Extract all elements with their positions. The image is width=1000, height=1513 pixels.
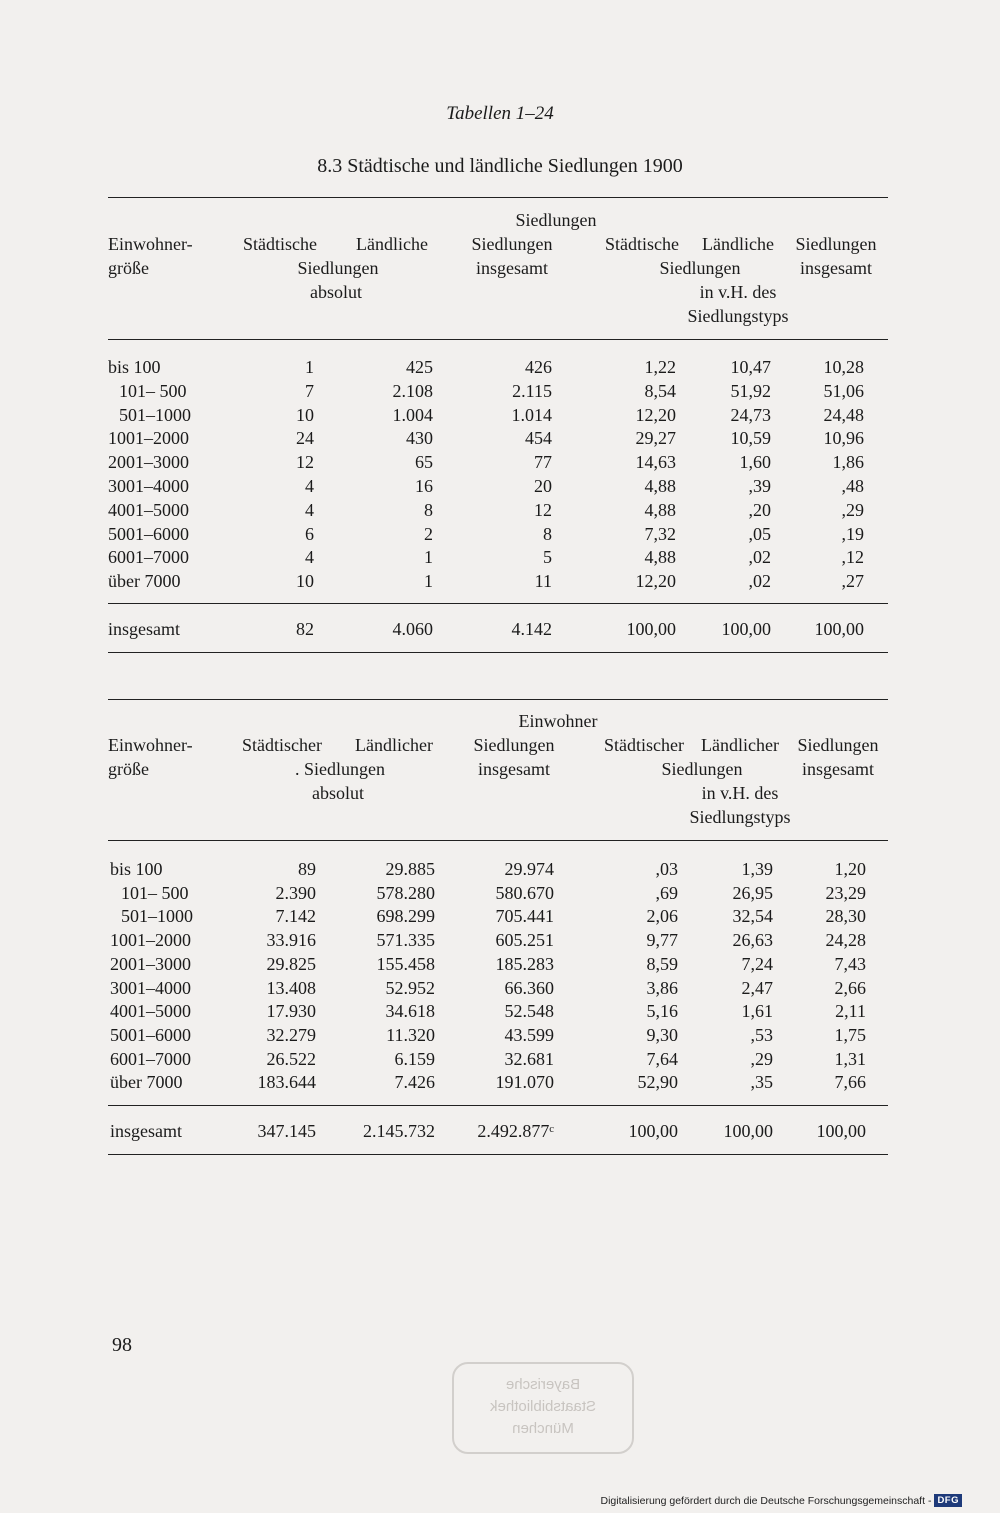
dfg-logo: DFG xyxy=(934,1494,962,1507)
total-cell: 100,00 xyxy=(721,619,771,639)
column-header: Städtischer xyxy=(242,735,322,755)
table-cell: 4,88 xyxy=(644,547,676,568)
table-cell: 34.618 xyxy=(385,1001,435,1022)
table-cell: 13.408 xyxy=(266,977,316,998)
column-header: Städtischer xyxy=(604,735,684,755)
table-cell: 26,95 xyxy=(732,882,773,903)
table-cell: 51,06 xyxy=(823,380,864,401)
table-cell: 191.070 xyxy=(495,1072,554,1093)
table-cell: 7,32 xyxy=(644,523,676,544)
total-cell: 2.145.732 xyxy=(363,1121,435,1141)
table-cell: ,27 xyxy=(841,571,864,592)
table-cell: 10 xyxy=(296,404,314,425)
table-cell: ,05 xyxy=(748,523,771,544)
column-header-sub: in v.H. des xyxy=(701,783,779,803)
column-header: Ländlicher xyxy=(701,735,779,755)
table-cell: 501–1000 xyxy=(121,906,193,927)
table-cell: 454 xyxy=(525,428,552,449)
table-cell: 32.279 xyxy=(266,1024,316,1045)
column-header-sub: Siedlungstyps xyxy=(689,807,791,827)
column-header: Siedlungen xyxy=(473,735,555,755)
table-cell: 1 xyxy=(424,571,433,592)
total-cell: 100,00 xyxy=(723,1121,773,1141)
table-cell: ,39 xyxy=(748,476,771,496)
table-cell: 14,63 xyxy=(635,452,676,473)
table-cell: 4 xyxy=(305,476,314,496)
table-cell: 66.360 xyxy=(504,977,554,998)
column-header: Ländlicher xyxy=(355,735,433,755)
table-cell: 571.335 xyxy=(376,930,435,951)
header-rule xyxy=(108,840,888,841)
table-cell: ,02 xyxy=(748,547,771,568)
table-cell: ,20 xyxy=(748,499,771,520)
table-cell: 29,27 xyxy=(635,428,676,449)
table-cell: 24 xyxy=(296,428,314,449)
library-stamp xyxy=(452,1362,634,1454)
page-number: 98 xyxy=(112,1334,132,1356)
table-cell: über 7000 xyxy=(110,1072,183,1093)
table-cell: 11.320 xyxy=(386,1024,435,1045)
table-cell: 1,75 xyxy=(834,1024,866,1045)
table-cell: ,35 xyxy=(750,1072,773,1093)
table-cell: 8 xyxy=(543,523,552,544)
table-cell: 1 xyxy=(424,547,433,568)
table-cell: 33.916 xyxy=(266,930,316,951)
stamp-line: Bayerische xyxy=(505,1376,581,1393)
table-cell: 43.599 xyxy=(504,1024,554,1045)
table-cell: 4 xyxy=(305,499,314,520)
table-cell: 2,11 xyxy=(835,1001,866,1022)
column-header: Siedlungen xyxy=(471,234,553,254)
total-cell: 82 xyxy=(296,619,314,639)
column-header: Ländliche xyxy=(702,234,774,254)
total-cell: 100,00 xyxy=(628,1121,678,1141)
stamp-line: Staatsbibliothek xyxy=(490,1398,596,1415)
stamp-line: München xyxy=(512,1420,574,1437)
column-header-sub: absolut xyxy=(312,783,364,803)
table-top-rule xyxy=(108,699,888,700)
table-cell: 2.390 xyxy=(275,882,316,903)
table-cell: 698.299 xyxy=(376,906,435,927)
table-cell: 10,96 xyxy=(823,428,864,449)
table-cell: 7 xyxy=(305,380,314,401)
table-cell: ,19 xyxy=(841,523,864,544)
table-cell: 1,60 xyxy=(739,452,771,473)
table-cell: 8 xyxy=(424,499,433,520)
table-cell: 7,43 xyxy=(834,953,866,974)
table-cell: 9,77 xyxy=(646,930,678,951)
table-cell: 52.548 xyxy=(504,1001,554,1022)
table-cell: 3,86 xyxy=(646,977,678,998)
table-cell: 101– 500 xyxy=(121,882,189,903)
table-cell: 425 xyxy=(406,357,433,377)
footer-text: Digitalisierung gefördert durch die Deutsche Forschungsgemeinschaft - xyxy=(600,1494,932,1507)
table-cell: 17.930 xyxy=(266,1001,316,1022)
column-header-sub: absolut xyxy=(310,282,362,302)
column-header-sub: . Siedlungen xyxy=(295,759,385,779)
table-cell: 7,66 xyxy=(834,1072,866,1093)
table-cell: 5,16 xyxy=(646,1001,678,1022)
column-header: Städtische xyxy=(243,234,317,254)
table-title: 8.3 Städtische und ländliche Siedlungen 1900 xyxy=(317,155,683,177)
total-cell: 4.142 xyxy=(511,619,552,639)
table-bottom-rule xyxy=(108,1154,888,1155)
table-cell: 10,28 xyxy=(823,357,864,377)
table-cell: 4 xyxy=(305,547,314,568)
group-header: Einwohner xyxy=(518,711,598,731)
table-cell: 23,29 xyxy=(825,882,866,903)
table-cell: 29.885 xyxy=(385,859,435,879)
running-head: Tabellen 1–24 xyxy=(446,103,554,124)
table-cell: 430 xyxy=(406,428,433,449)
table-cell: 10,47 xyxy=(730,357,771,377)
table-cell: 10,59 xyxy=(730,428,771,449)
table-cell: ,29 xyxy=(750,1048,773,1069)
table-cell: 20 xyxy=(534,476,552,496)
table-cell: 24,73 xyxy=(730,404,771,425)
table-cell: 52,90 xyxy=(637,1072,678,1093)
table-cell: 705.441 xyxy=(495,906,554,927)
table-cell: ,02 xyxy=(748,571,771,592)
table-cell: 12,20 xyxy=(635,571,676,592)
table-cell: 5 xyxy=(543,547,552,568)
table-top-rule xyxy=(108,197,888,198)
column-header: insgesamt xyxy=(800,258,872,278)
table-cell: 2 xyxy=(424,523,433,544)
table-cell: 1,20 xyxy=(834,859,866,879)
table-cell: 6.159 xyxy=(394,1048,435,1069)
table-cell: 2,66 xyxy=(834,977,866,998)
table-cell: ,29 xyxy=(841,499,864,520)
table-cell: 185.283 xyxy=(495,953,554,974)
column-header: größe xyxy=(108,759,149,779)
table-cell: 7.142 xyxy=(275,906,316,927)
table-cell: 6 xyxy=(305,523,314,544)
table-cell: 2,47 xyxy=(741,977,773,998)
table-cell: ,48 xyxy=(841,476,864,496)
table-cell: 1,39 xyxy=(741,859,773,879)
table-cell: 501–1000 xyxy=(119,404,191,425)
table-cell: 1.014 xyxy=(511,404,552,425)
table-cell: 2,06 xyxy=(646,906,678,927)
table-cell: 9,30 xyxy=(646,1024,678,1045)
total-cell: 347.145 xyxy=(257,1121,316,1141)
table-bottom-rule xyxy=(108,652,888,653)
table-cell: 7.426 xyxy=(394,1072,435,1093)
table-cell: 1,61 xyxy=(741,1001,773,1022)
column-header: insgesamt xyxy=(802,759,874,779)
table-cell: 12 xyxy=(296,452,314,473)
table-cell: 12 xyxy=(534,499,552,520)
column-header: insgesamt xyxy=(476,258,548,278)
digitization-footer xyxy=(601,1494,962,1507)
table-cell: 4001–5000 xyxy=(108,499,189,520)
column-header-sub: Siedlungen xyxy=(297,258,379,278)
column-header: Siedlungen xyxy=(795,234,877,254)
table-cell: 3001–4000 xyxy=(108,476,189,496)
column-header: Ländliche xyxy=(356,234,428,254)
table-cell: 1,86 xyxy=(832,452,864,473)
total-cell: 4.060 xyxy=(392,619,433,639)
group-header: Siedlungen xyxy=(515,210,597,230)
column-header-sub: Siedlungstyps xyxy=(687,306,789,326)
table-cell: ,03 xyxy=(655,859,678,879)
total-rule xyxy=(108,603,888,604)
table-cell: 5001–6000 xyxy=(108,523,189,544)
column-header: Einwohner- xyxy=(108,735,193,755)
table-cell: 605.251 xyxy=(495,930,554,951)
table-cell: 4,88 xyxy=(644,476,676,496)
column-header-sub: Siedlungen xyxy=(661,759,743,779)
table-cell: 2001–3000 xyxy=(108,452,189,473)
column-header: Städtische xyxy=(605,234,679,254)
total-cell: insgesamt xyxy=(110,1121,182,1141)
table-cell: 12,20 xyxy=(635,404,676,425)
table-cell: 24,48 xyxy=(823,404,864,425)
table-cell: 29.825 xyxy=(266,953,316,974)
table-cell: 8,59 xyxy=(646,953,678,974)
table-cell: ,69 xyxy=(655,882,678,903)
column-header: Einwohner- xyxy=(108,234,193,254)
table-cell: 32,54 xyxy=(732,906,773,927)
column-header-sub: Siedlungen xyxy=(659,258,741,278)
table-cell: bis 100 xyxy=(108,357,161,377)
column-header-sub: in v.H. des xyxy=(699,282,777,302)
table-cell: 32.681 xyxy=(504,1048,554,1069)
table-cell: 77 xyxy=(534,452,552,473)
table-cell: 426 xyxy=(525,357,552,377)
table-cell: 101– 500 xyxy=(119,380,187,401)
total-cell: insgesamt xyxy=(108,619,180,639)
table-cell: 2.108 xyxy=(392,380,433,401)
table-cell: 4,88 xyxy=(644,499,676,520)
total-cell: 100,00 xyxy=(626,619,676,639)
table-cell: über 7000 xyxy=(108,571,181,592)
table-cell: 7,24 xyxy=(741,953,773,974)
table-cell: 4001–5000 xyxy=(110,1001,191,1022)
table-cell: 1,22 xyxy=(644,357,676,377)
table-cell: 2.115 xyxy=(512,380,552,401)
table-cell: 1 xyxy=(305,357,314,377)
table-cell: 26,63 xyxy=(732,930,773,951)
table-cell: 89 xyxy=(298,859,316,879)
table-cell: 183.644 xyxy=(257,1072,316,1093)
table-cell: 65 xyxy=(415,452,433,473)
total-cell: 100,00 xyxy=(814,619,864,639)
header-rule xyxy=(108,339,888,340)
column-header: größe xyxy=(108,258,149,278)
table-cell: 3001–4000 xyxy=(110,977,191,998)
table-cell: 1001–2000 xyxy=(108,428,189,449)
table-cell: 28,30 xyxy=(825,906,866,927)
table-cell: ,12 xyxy=(841,547,864,568)
column-header: insgesamt xyxy=(478,759,550,779)
table-cell: 580.670 xyxy=(495,882,554,903)
total-rule xyxy=(108,1105,888,1106)
table-cell: 8,54 xyxy=(644,380,676,401)
table-cell: 24,28 xyxy=(825,930,866,951)
table-cell: 11 xyxy=(534,571,552,592)
table-cell: 26.522 xyxy=(266,1048,316,1069)
table-cell: 52.952 xyxy=(385,977,435,998)
table-cell: 1001–2000 xyxy=(110,930,191,951)
table-cell: 16 xyxy=(415,476,433,496)
total-cell: 100,00 xyxy=(816,1121,866,1141)
table-cell: 29.974 xyxy=(504,859,554,879)
table-cell: 6001–7000 xyxy=(108,547,189,568)
table-cell: bis 100 xyxy=(110,859,163,879)
table-cell: 5001–6000 xyxy=(110,1024,191,1045)
table-cell: 6001–7000 xyxy=(110,1048,191,1069)
total-cell: 2.492.877ᶜ xyxy=(477,1121,554,1141)
table-cell: 1.004 xyxy=(392,404,433,425)
table-cell: ,53 xyxy=(750,1024,773,1045)
table-cell: 155.458 xyxy=(376,953,435,974)
table-cell: 1,31 xyxy=(834,1048,866,1069)
table-cell: 51,92 xyxy=(730,380,771,401)
table-cell: 7,64 xyxy=(646,1048,678,1069)
table-cell: 2001–3000 xyxy=(110,953,191,974)
column-header: Siedlungen xyxy=(797,735,879,755)
table-cell: 578.280 xyxy=(376,882,435,903)
table-cell: 10 xyxy=(296,571,314,592)
